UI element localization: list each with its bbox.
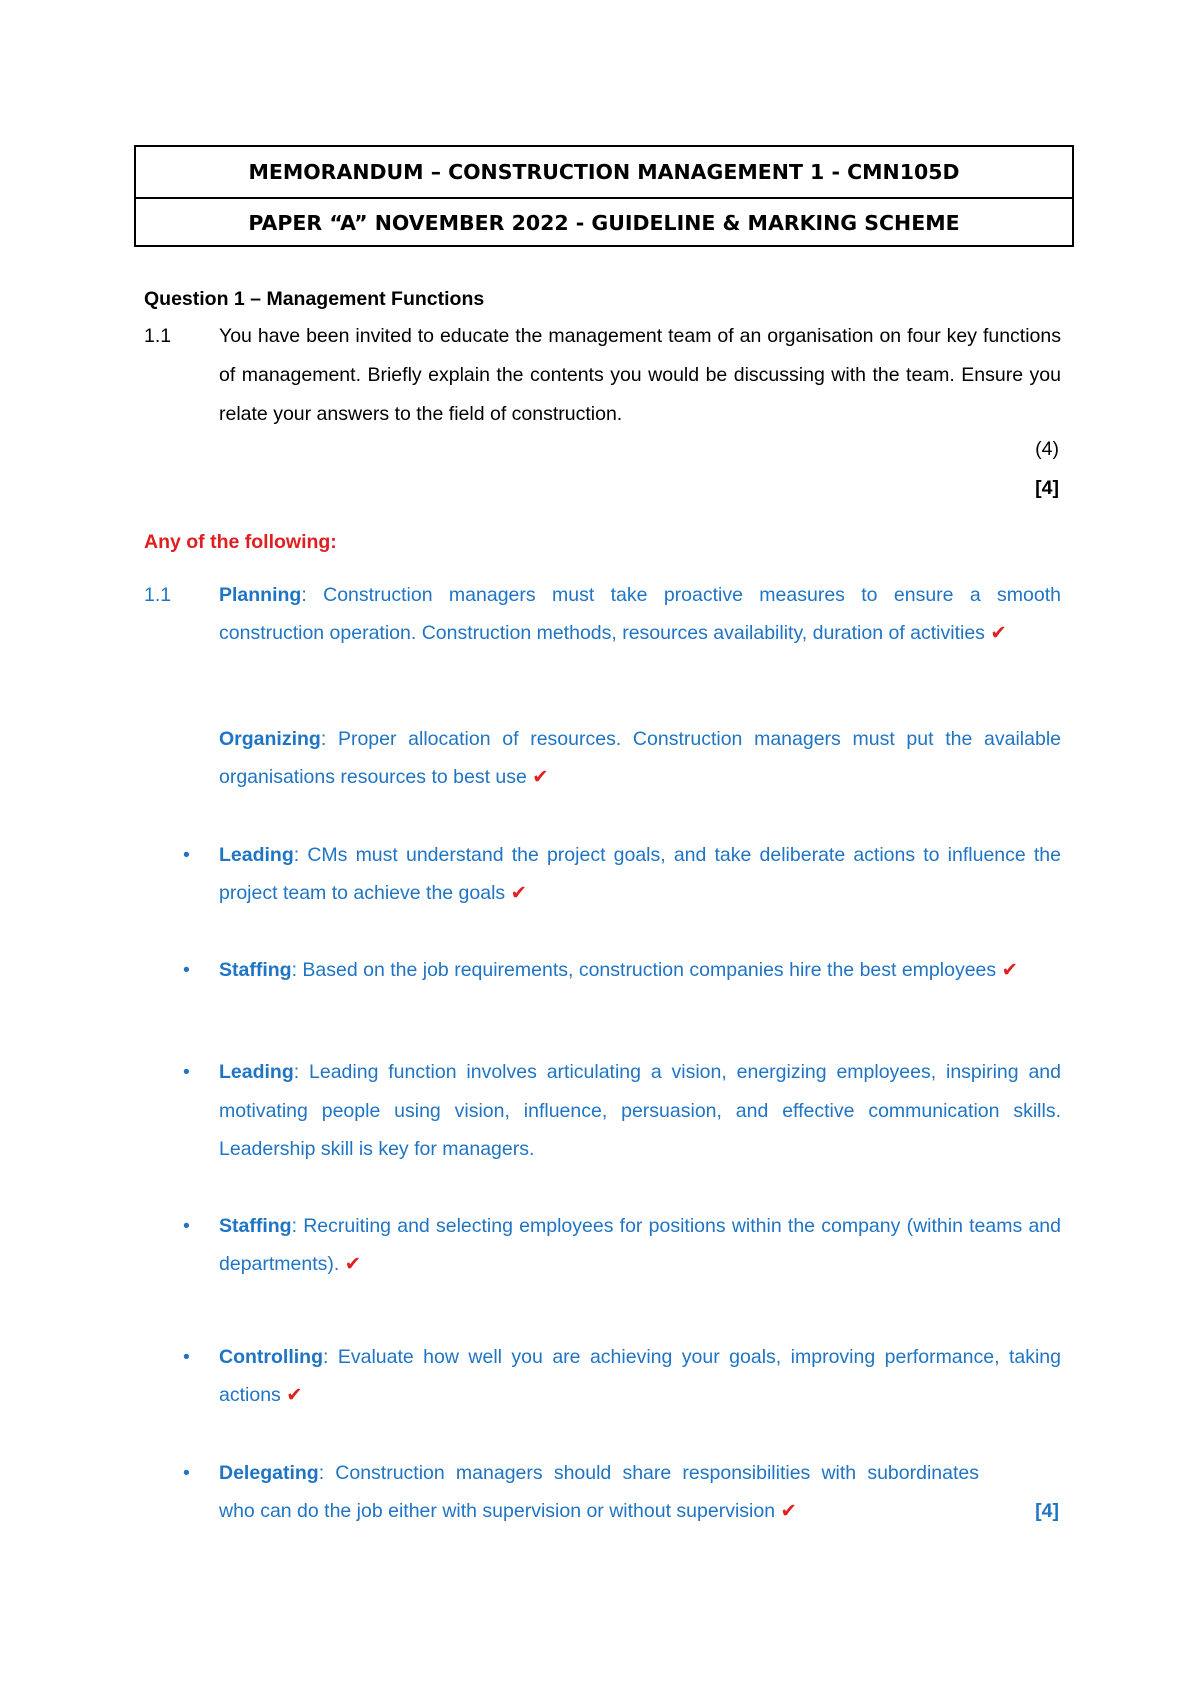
bullet-icon: • <box>183 1215 190 1237</box>
bullet-icon: • <box>183 1462 190 1484</box>
header-table <box>134 145 1074 247</box>
answer-item-leading <box>219 836 1061 912</box>
check-mark-icon: ✔ <box>780 1499 797 1522</box>
answer-term: Leading <box>219 844 294 866</box>
check-mark-icon: ✔ <box>286 1383 303 1406</box>
question-text: You have been invited to educate the management team of an organisation on four key functions of management. Briefly explain the contents you would be discussing with the team. Ensure you relate your answers to the field of construction. <box>219 325 1061 425</box>
check-mark-icon: ✔ <box>532 765 549 788</box>
memo-title: MEMORANDUM – CONSTRUCTION MANAGEMENT 1 - CMN105D <box>248 160 960 184</box>
paper-subtitle: PAPER “A” NOVEMBER 2022 - GUIDELINE & MARKING SCHEME <box>136 197 1072 247</box>
answer-term: Planning <box>219 584 302 606</box>
answer-term: Organizing <box>219 728 321 750</box>
answer-intro: Any of the following: <box>144 531 337 553</box>
answer-total-marks: [4] <box>1035 1500 1059 1522</box>
bullet-icon: • <box>183 1061 190 1083</box>
answer-text: : Recruiting and selecting employees for positions within the company (within teams and departments). <box>219 1215 1061 1275</box>
answer-text: : CMs must understand the project goals, and take deliberate actions to influence the project team to achieve the goals <box>219 844 1061 904</box>
answer-text: : Based on the job requirements, construction companies hire the best employees <box>291 959 1002 981</box>
question-total-marks: [4] <box>1035 477 1059 499</box>
check-mark-icon: ✔ <box>510 881 527 904</box>
answer-term: Controlling <box>219 1346 323 1368</box>
answer-term: Delegating <box>219 1462 319 1484</box>
bullet-icon: • <box>183 844 190 866</box>
question-number: 1.1 <box>144 325 172 347</box>
answer-item-organizing <box>219 720 1061 796</box>
answer-item-staffing <box>219 951 1061 989</box>
answer-item-leading-2 <box>219 1053 1061 1169</box>
answer-item-delegating <box>219 1454 979 1530</box>
answer-text: : Leading function involves articulating a vision, energizing employees, inspiring and motivating people using vision, influence, persuasion, and effective communication skills. Leadership skill is key for managers. <box>219 1061 1061 1160</box>
answer-term: Staffing <box>219 959 292 981</box>
bullet-icon: • <box>183 959 190 981</box>
answer-text: : Construction managers must take proactive measures to ensure a smooth construction operation. Construction methods, resources availability, duration of activities <box>219 584 1061 644</box>
check-mark-icon: ✔ <box>990 621 1007 644</box>
answer-item-planning <box>219 576 1061 652</box>
answer-text: : Construction managers should share responsibilities with subordinates who can do the job either with supervision or without supervision <box>219 1462 979 1522</box>
answer-item-staffing-2 <box>219 1207 1061 1283</box>
check-mark-icon: ✔ <box>1001 958 1018 981</box>
answer-item-controlling <box>219 1338 1061 1414</box>
answer-text: : Proper allocation of resources. Construction managers must put the available organisations resources to best use <box>219 728 1061 788</box>
bullet-icon: • <box>183 1346 190 1368</box>
question-sub-marks: (4) <box>1035 438 1059 460</box>
check-mark-icon: ✔ <box>344 1252 362 1275</box>
answer-term: Staffing <box>219 1215 292 1237</box>
question-title: Question 1 – Management Functions <box>144 288 485 310</box>
answer-text: : Evaluate how well you are achieving your goals, improving performance, taking actions <box>219 1346 1061 1406</box>
answer-term: Leading <box>219 1061 294 1083</box>
answer-number: 1.1 <box>144 584 172 606</box>
